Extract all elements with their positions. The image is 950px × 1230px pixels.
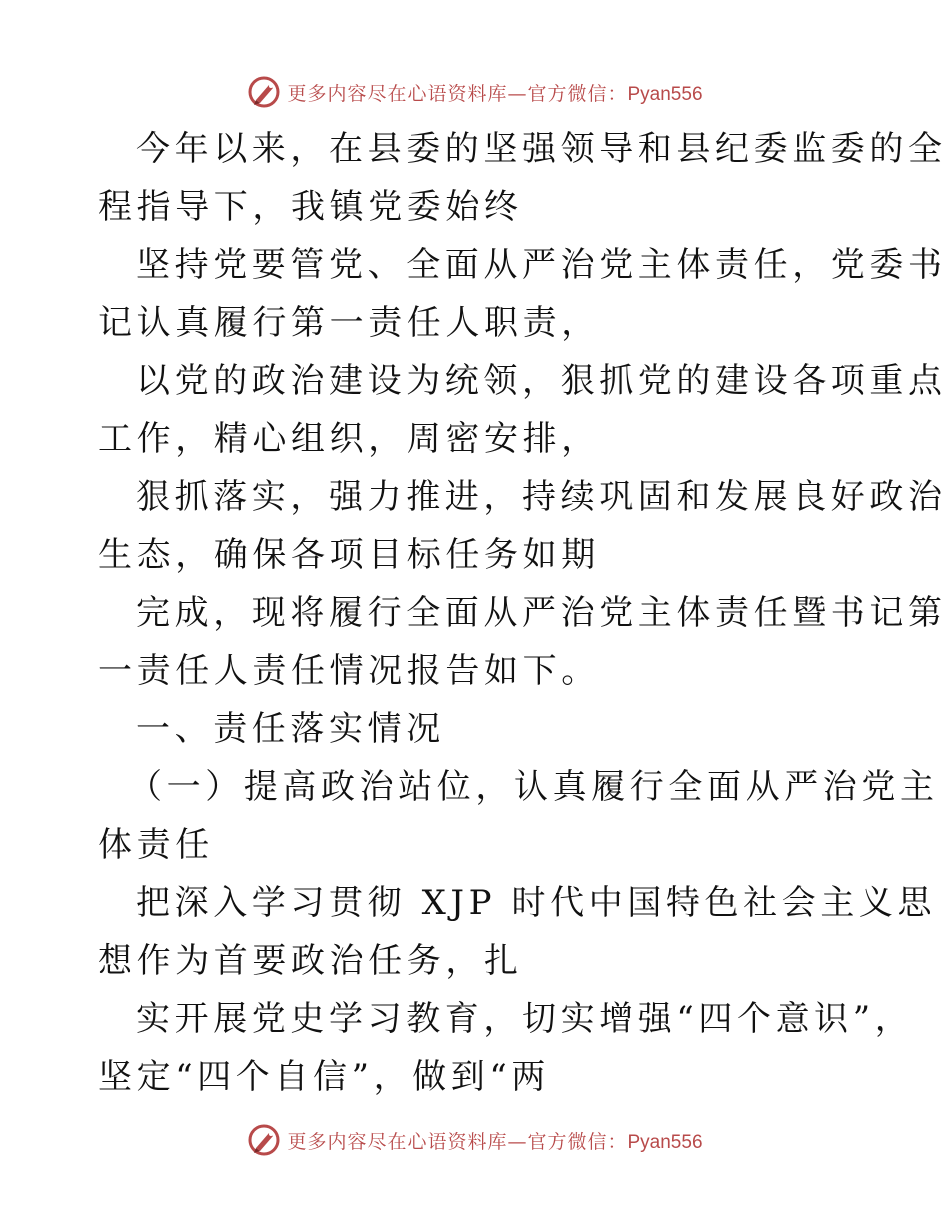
watermark-text — [287, 79, 702, 106]
watermark-slogan: 更多内容尽在心语资料库—官方微信： — [287, 1130, 628, 1153]
watermark-slogan: 更多内容尽在心语资料库—官方微信： — [287, 82, 628, 105]
subsection-heading: （一）提高政治站位，认真履行全面从严治党主 — [128, 767, 939, 807]
watermark-text — [287, 1127, 702, 1154]
text-line: 记认真履行第一责任人职责， — [98, 303, 600, 343]
text-line: 生态，确保各项目标任务如期 — [98, 535, 600, 575]
text-line: 想作为首要政治任务，扎 — [98, 941, 523, 981]
watermark-wechat-id: Pyan556 — [627, 1131, 703, 1153]
text-line: 一责任人责任情况报告如下。 — [98, 651, 600, 691]
text-line: 体责任 — [98, 825, 214, 865]
text-line: 工作，精心组织，周密安排， — [98, 419, 600, 459]
text-line: 程指导下，我镇党委始终 — [98, 187, 523, 227]
section-heading: 一、责任落实情况 — [136, 709, 445, 749]
watermark-wechat-id: Pyan556 — [627, 83, 703, 105]
pen-logo-icon — [247, 1123, 281, 1157]
document-body — [98, 120, 947, 1106]
header-watermark — [0, 72, 950, 112]
text-line: 实开展党史学习教育，切实增强“四个意识”， — [136, 999, 914, 1039]
pen-logo-icon — [247, 75, 281, 109]
text-line: 坚持党要管党、全面从严治党主体责任，党委书 — [136, 245, 947, 285]
text-line: 把深入学习贯彻 XJP 时代中国特色社会主义思 — [136, 883, 937, 923]
text-line: 坚定“四个自信”，做到“两 — [98, 1057, 550, 1097]
text-line: 完成，现将履行全面从严治党主体责任暨书记第 — [136, 593, 947, 633]
text-line: 以党的政治建设为统领，狠抓党的建设各项重点 — [136, 361, 947, 401]
text-line: 今年以来，在县委的坚强领导和县纪委监委的全 — [136, 129, 947, 169]
footer-watermark — [0, 1120, 950, 1160]
text-line: 狠抓落实，强力推进，持续巩固和发展良好政治 — [136, 477, 947, 517]
